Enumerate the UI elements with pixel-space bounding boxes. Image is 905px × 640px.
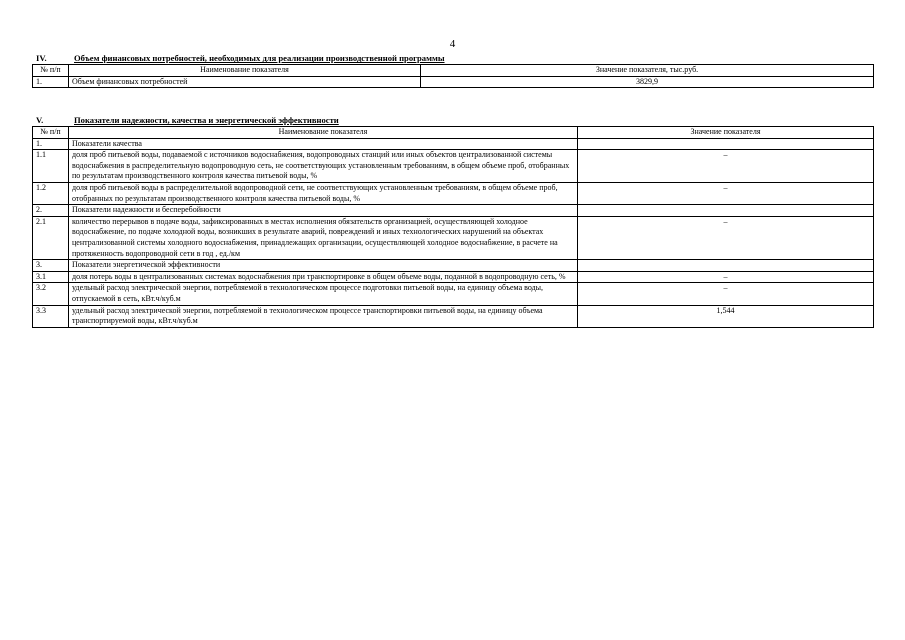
table-row [33,138,874,150]
row-value: – [578,182,874,204]
row-name: Объем финансовых потребностей [69,76,421,88]
header-value: Значение показателя [578,127,874,139]
table-row [33,283,874,305]
row-name: Показатели энергетической эффективности [69,260,578,272]
header-num: № п/п [33,127,69,139]
row-value [578,205,874,217]
table-row [33,305,874,327]
section-4-heading [36,53,445,63]
table-row [33,182,874,204]
header-value: Значение показателя, тыс.руб. [421,65,874,77]
section-4-number: IV. [36,53,47,63]
row-value: – [578,150,874,183]
row-num: 3.2 [33,283,69,305]
row-value: – [578,283,874,305]
row-value: 1,544 [578,305,874,327]
row-num: 2.1 [33,216,69,259]
table-header-row [33,65,874,77]
row-num: 1. [33,138,69,150]
row-num: 3. [33,260,69,272]
reliability-quality-table [32,126,874,328]
table-row [33,260,874,272]
row-num: 2. [33,205,69,217]
row-name: Показатели надежности и бесперебойности [69,205,578,217]
table-row [33,150,874,183]
section-5-heading [36,115,339,125]
row-name: удельный расход электрической энергии, потребляемой в технологическом процессе подготовки питьевой воды, на единицу объема воды, отпускаемой в сеть, кВт.ч/куб.м [69,283,578,305]
row-name: количество перерывов в подаче воды, зафиксированных в местах исполнения обязательств организацией, осуществляющей холодное водоснабжение, по подаче холодной воды, возникших в результате аварий, повреждений и иных технологических нарушений на объектах централизованной системы холодного водоснабжения, принадлежащих организации, осуществляющей холодное водоснабжение, в расчете на протяженность водопроводной сети в год , ед./км [69,216,578,259]
row-num: 1.2 [33,182,69,204]
row-name: Показатели качества [69,138,578,150]
row-name: доля проб питьевой воды в распределительной водопроводной сети, не соответствующих установленным требованиям, в общем объеме проб, отобранных по результатам производственного контроля качества питьевой воды, % [69,182,578,204]
section-4-title: Объем финансовых потребностей, необходимых для реализации производственной программы [74,53,445,63]
table-row [33,205,874,217]
row-value [578,138,874,150]
header-name: Наименование показателя [69,65,421,77]
table-row [33,271,874,283]
row-name: доля потерь воды в централизованных системах водоснабжения при транспортировке в общем объеме воды, поданной в водопроводную сеть, % [69,271,578,283]
section-5-number: V. [36,115,44,125]
table-row [33,216,874,259]
financial-needs-table [32,64,874,88]
table-row [33,76,874,88]
header-num: № п/п [33,65,69,77]
header-name: Наименование показателя [69,127,578,139]
section-5-title: Показатели надежности, качества и энергетической эффективности [74,115,339,125]
row-value: – [578,216,874,259]
page-number: 4 [449,38,456,50]
row-num: 1. [33,76,69,88]
row-value: – [578,271,874,283]
row-num: 1.1 [33,150,69,183]
row-value [578,260,874,272]
table-header-row [33,127,874,139]
row-num: 3.1 [33,271,69,283]
row-value: 3829,9 [421,76,874,88]
row-name: удельный расход электрической энергии, потребляемой в технологическом процессе транспортировки питьевой воды, на единицу объема транспортируемой воды, кВт.ч/куб.м [69,305,578,327]
row-num: 3.3 [33,305,69,327]
row-name: доля проб питьевой воды, подаваемой с источников водоснабжения, водопроводных станций или иных объектов централизованной системы водоснабжения в распределительную водопроводную сеть, не соответствующих установленным требованиям, в общем объеме проб, отобранных по результатам производственного контроля качества питьевой воды, % [69,150,578,183]
